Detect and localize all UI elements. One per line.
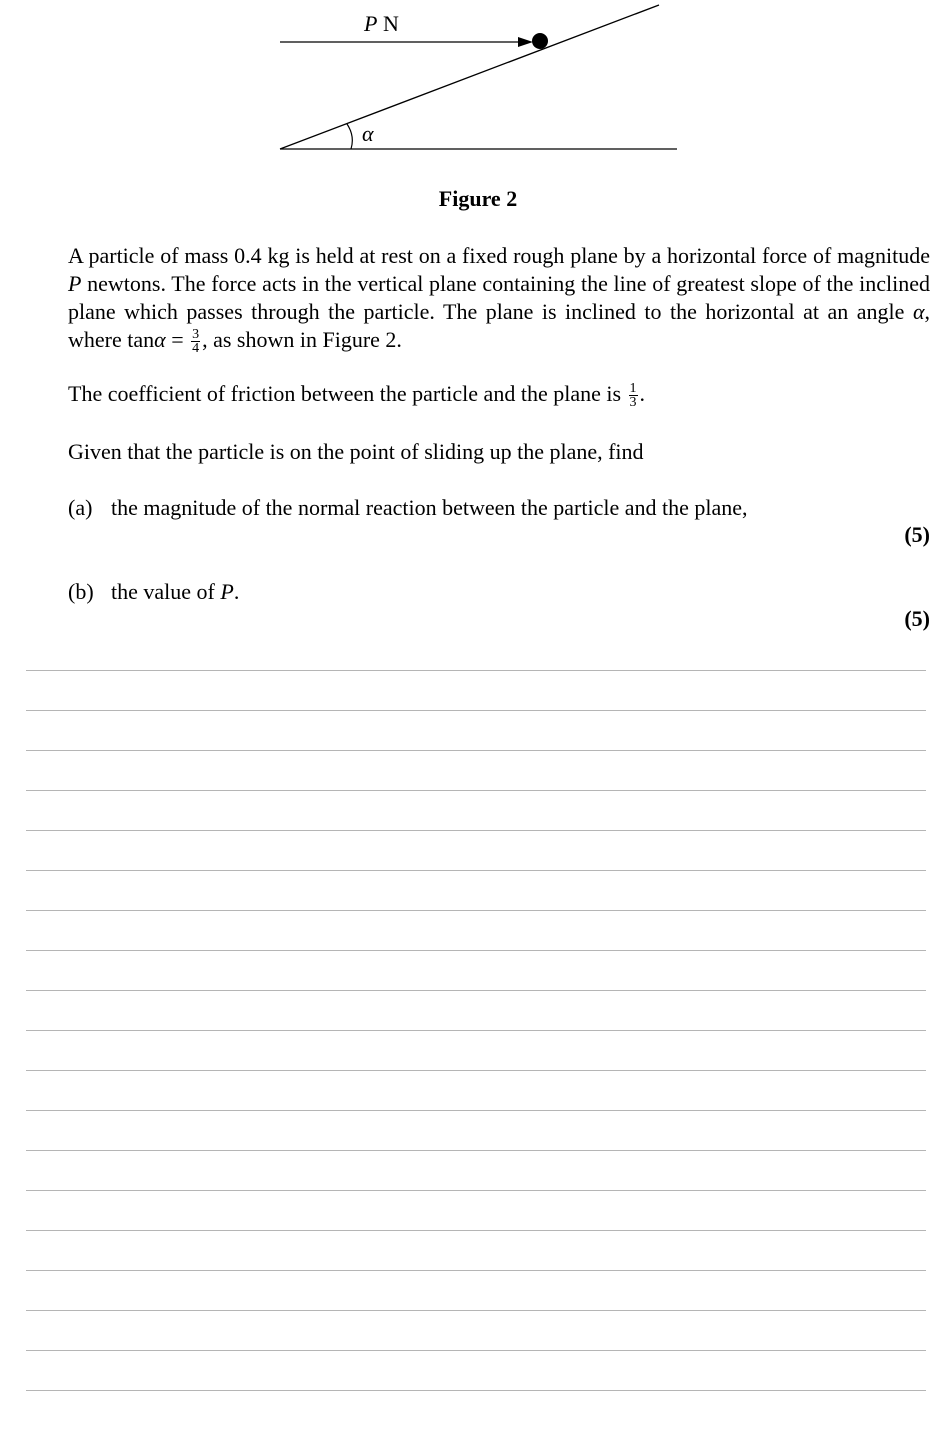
tan-denominator: 4 [192,341,200,357]
part-b-text-b: . [233,579,240,604]
part-a-text: the magnitude of the normal reaction between the particle and the plane, [111,495,748,520]
p1-var-p: P [68,271,82,296]
answer-line[interactable] [26,950,926,990]
answer-line[interactable] [26,910,926,950]
answer-line[interactable] [26,1230,926,1270]
answer-line[interactable] [26,670,926,710]
answer-line[interactable] [26,870,926,910]
answer-line[interactable] [26,710,926,750]
answer-line[interactable] [26,1390,926,1430]
question-paragraph-1 [68,242,930,355]
part-a-marks: (5) [904,522,930,547]
inclined-plane-line [280,5,659,149]
p1-alpha: α [912,299,925,324]
p1-text-b: newtons. The force acts in the vertical plane containing the line of greatest slope of the inclined plane which passes through the particle. The plane is inclined to the horizontal at an angle [68,271,930,324]
answer-line[interactable] [26,1310,926,1350]
force-label [363,11,399,36]
tan-numerator: 3 [192,327,200,343]
question-paragraph-3: Given that the particle is on the point of sliding up the plane, find [68,439,644,464]
mu-fraction [629,382,638,409]
p1-equals: = [165,327,190,352]
part-b-var-p: P [220,579,234,604]
p1-alpha-2: α [154,327,166,352]
force-label-var: P [364,11,378,36]
question-paragraph-2 [68,380,930,409]
part-b-marks: (5) [904,606,930,631]
answer-line[interactable] [26,1110,926,1150]
answer-line[interactable] [26,1150,926,1190]
angle-arc [347,124,352,149]
part-a-label: (a) [68,495,93,520]
answer-line[interactable] [26,790,926,830]
p2-end: . [639,381,646,406]
answer-line[interactable] [26,750,926,790]
answer-line[interactable] [26,990,926,1030]
answer-line[interactable] [26,830,926,870]
part-b-label: (b) [68,579,94,604]
figure-2-diagram [0,0,940,180]
p1-text-c: , where tan [68,299,930,352]
answer-line[interactable] [26,1070,926,1110]
answer-lines [26,670,926,1430]
answer-line[interactable] [26,1030,926,1070]
mu-denominator: 3 [629,395,637,411]
mu-numerator: 1 [629,381,637,397]
answer-line[interactable] [26,1190,926,1230]
figure-caption: Figure 2 [438,186,518,211]
p1-text-a: A particle of mass 0.4 kg is held at rest on a fixed rough plane by a horizontal force of magnitude [68,243,930,268]
p1-text-d: , as shown in Figure 2. [202,327,402,352]
answer-line[interactable] [26,1270,926,1310]
answer-line[interactable] [26,1350,926,1390]
force-arrowhead [518,37,533,47]
force-label-unit: N [377,11,399,36]
angle-label: α [362,121,374,146]
part-a [68,494,748,522]
tan-fraction [191,328,200,355]
part-b-text-a: the value of [111,579,221,604]
particle [532,33,548,49]
part-b [68,578,239,606]
p2-text: The coefficient of friction between the particle and the plane is [68,381,627,406]
